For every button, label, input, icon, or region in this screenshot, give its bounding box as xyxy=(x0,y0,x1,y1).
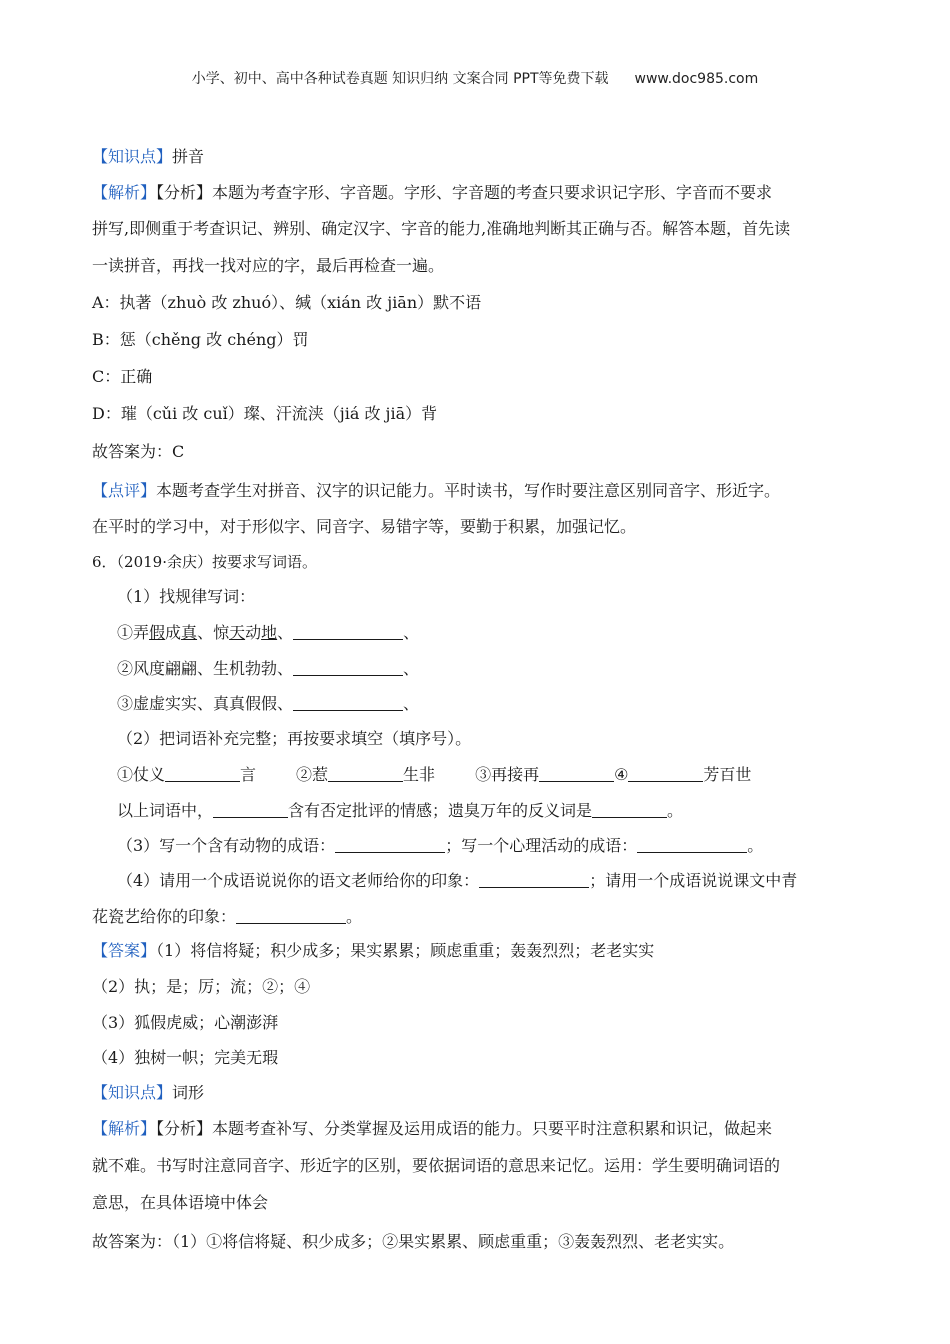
final-answer-line: 故答案为：（1）①将信将疑、积少成多；②果实累累、顾虑重重；③轰轰烈烈、老老实实。 xyxy=(92,1232,735,1251)
answer-row-3: （3）狐假虎威；心潮澎湃 xyxy=(92,1013,279,1032)
knowledge-point-line-2: 【知识点】词形 xyxy=(92,1083,205,1102)
blank[interactable] xyxy=(293,659,403,676)
comment-line-1 xyxy=(92,480,780,502)
analysis-line-2: 拼写,即侧重于考查识记、辨别、确定汉字、字音的能力,准确地判断其正确与否。解答本题，首先读 xyxy=(92,219,791,238)
answer-tag: 【答案】 xyxy=(92,941,157,960)
blank[interactable] xyxy=(293,623,403,640)
analysis-text: 【分析】本题为考查字形、字音题。字形、字音题的考查只要求识记字形、字音而不要求 xyxy=(156,183,773,202)
blank[interactable] xyxy=(213,801,288,818)
knowledge-text: 拼音 xyxy=(172,147,205,166)
blank[interactable] xyxy=(236,907,346,924)
answer-row-2: （2）执；是；厉；流；②；④ xyxy=(92,977,311,996)
comment-text: 本题考查学生对拼音、汉字的识记能力。平时读书，写作时要注意区别同音字、形近字。 xyxy=(156,481,781,500)
option-b: B：惩（chěng 改 chéng）罚 xyxy=(92,330,309,349)
page-header xyxy=(0,68,950,88)
rule-row-2: ②风度翩翩、生机勃勃、 、 xyxy=(117,659,420,678)
analysis-2-line-2: 就不难。书写时注意同音字、形近字的区别，要依据词语的意思来记忆。运用：学生要明确词语的 xyxy=(92,1156,781,1175)
blank[interactable] xyxy=(479,871,589,888)
part-2-fill-row: 以上词语中， 含有否定批评的情感；遗臭万年的反义词是 。 xyxy=(117,801,684,820)
analysis-tag: 【解析】 xyxy=(92,183,157,202)
header-text: 小学、初中、高中各种试卷真题 知识归纳 文案合同 PPT等免费下载 xyxy=(191,71,609,87)
part-1-heading: （1）找规律写词： xyxy=(117,587,256,606)
analysis-tag: 【解析】 xyxy=(92,1119,157,1138)
blank[interactable] xyxy=(628,765,703,782)
part-3-row: （3）写一个含有动物的成语： ；写一个心理活动的成语： 。 xyxy=(117,836,764,855)
analysis-2-line-3: 意思，在具体语境中体会 xyxy=(92,1193,269,1212)
blank[interactable] xyxy=(592,801,667,818)
blank[interactable] xyxy=(165,765,240,782)
answer-row-1: 【答案】（1）将信将疑；积少成多；果实累累；顾虑重重；轰轰烈烈；老老实实 xyxy=(92,941,655,960)
part-4-row-2: 花瓷艺给你的印象： 。 xyxy=(92,907,363,926)
analysis-line-1 xyxy=(92,182,772,204)
knowledge-tag: 【知识点】 xyxy=(92,147,173,166)
blank[interactable] xyxy=(539,765,614,782)
knowledge-point-line xyxy=(92,146,204,168)
part-4-row-1: （4）请用一个成语说说你的语文老师给你的印象： ；请用一个成语说说课文中青 xyxy=(117,871,798,890)
answer-row-4: （4）独树一帜；完美无瑕 xyxy=(92,1048,279,1067)
answer-line: 故答案为：C xyxy=(92,442,185,461)
part-2-heading: （2）把词语补充完整；再按要求填空（填序号）。 xyxy=(117,729,472,748)
comment-tag: 【点评】 xyxy=(92,481,157,500)
rule-row-3: ③虚虚实实、真真假假、 、 xyxy=(117,694,420,713)
option-a: A：执著（zhuò 改 zhuó）、缄（xián 改 jiān）默不语 xyxy=(92,293,482,312)
blank[interactable] xyxy=(293,694,403,711)
blank[interactable] xyxy=(637,836,747,853)
option-d: D：璀（cǔi 改 cuǐ）璨、汗流浃（jiá 改 jiā）背 xyxy=(92,404,438,423)
analysis-line-3: 一读拼音，再找一找对应的字，最后再检查一遍。 xyxy=(92,256,445,275)
blank[interactable] xyxy=(335,836,445,853)
question-6-title: 6．（2019·余庆）按要求写词语。 xyxy=(92,553,317,571)
option-c: C：正确 xyxy=(92,367,153,386)
analysis-2-line-1: 【解析】【分析】本题考查补写、分类掌握及运用成语的能力。只要平时注意积累和识记，做起来 xyxy=(92,1119,773,1138)
comment-line-2: 在平时的学习中，对于形似字、同音字、易错字等，要勤于积累，加强记忆。 xyxy=(92,517,637,536)
word-fill-row: ①仗义 言 ②惹 生非 ③再接再 ④ 芳百世 xyxy=(117,765,752,784)
header-url[interactable]: www.doc985.com xyxy=(634,71,759,87)
blank[interactable] xyxy=(328,765,403,782)
rule-row-1: ①弄假成真、惊天动地、 、 xyxy=(117,623,420,642)
knowledge-tag: 【知识点】 xyxy=(92,1083,173,1102)
